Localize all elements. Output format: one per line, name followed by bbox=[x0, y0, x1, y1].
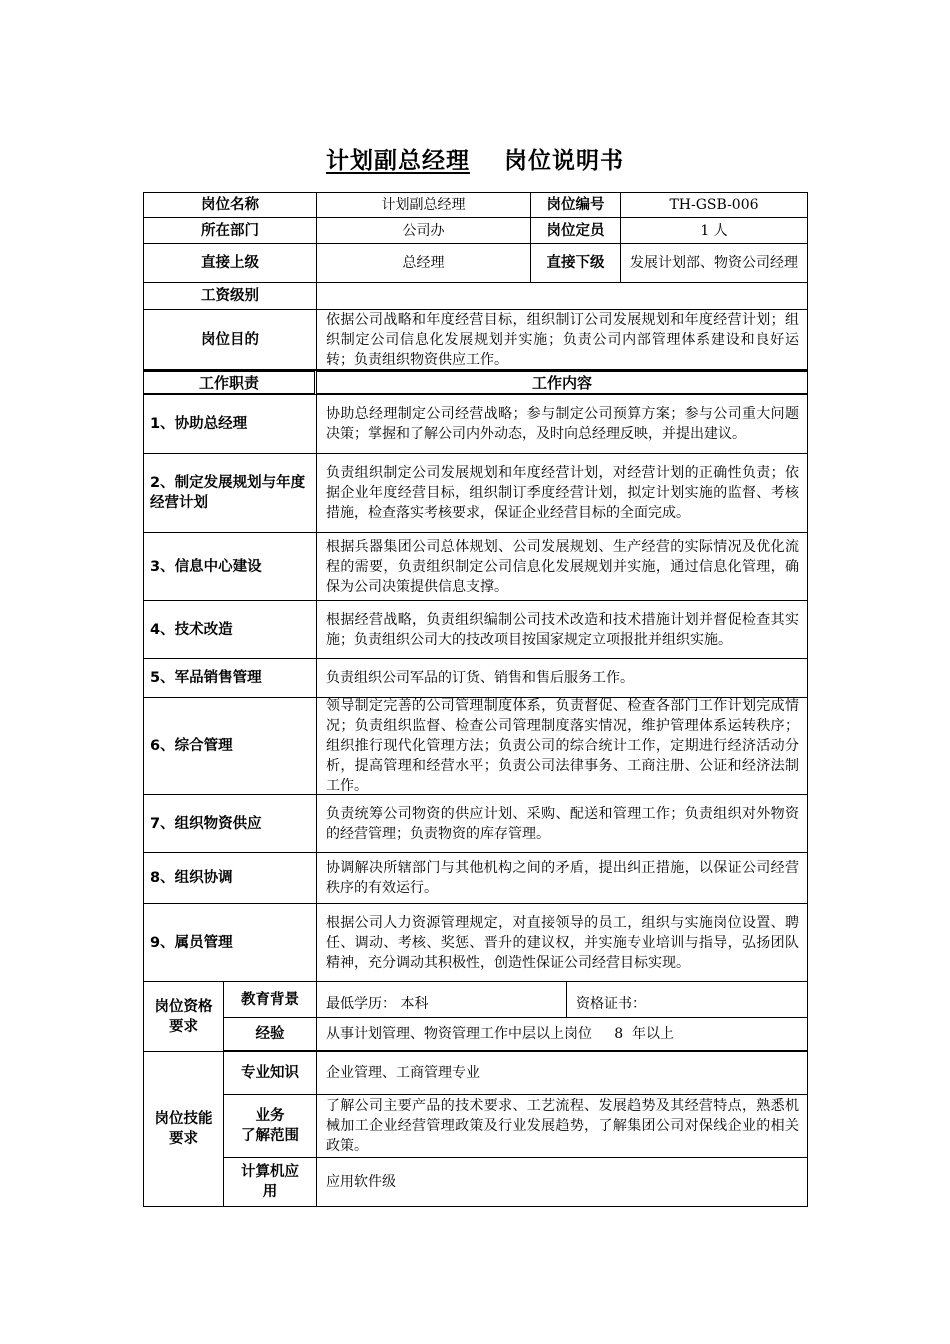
post-name-label: 岗位名称 bbox=[144, 193, 317, 218]
superior-value: 总经理 bbox=[317, 244, 531, 283]
knowledge-label: 专业知识 bbox=[224, 1052, 317, 1095]
dept-value: 公司办 bbox=[317, 218, 531, 244]
duty-title: 6、综合管理 bbox=[144, 698, 317, 795]
duty-content: 领导制定完善的公司管理制度体系，负责督促、检查各部门工作计划完成情况；负责组织监督、检查公司管理制度落实情况，维护管理体系运转秩序；组织推行现代化管理方法；负责公司的综合统计工作，定期进行经济活动分析，提高管理和经营水平；负责公司法律事务、工商注册、公证和经济法制工作。 bbox=[317, 698, 807, 795]
dept-label: 所在部门 bbox=[144, 218, 317, 244]
knowledge-value: 企业管理、工商管理专业 bbox=[317, 1052, 807, 1095]
duty-title: 3、信息中心建设 bbox=[144, 533, 317, 601]
quota-label: 岗位定员 bbox=[531, 218, 621, 244]
post-code-label: 岗位编号 bbox=[531, 193, 621, 218]
subordinate-label: 直接下级 bbox=[531, 244, 621, 283]
duty-content: 协助总经理制定公司经营战略；参与制定公司预算方案；参与公司重大问题决策；掌握和了解公司内外动态，及时向总经理反映，并提出建议。 bbox=[317, 395, 807, 454]
duty-content: 协调解决所辖部门与其他机构之间的矛盾，提出纠正措施，以保证公司经营秩序的有效运行。 bbox=[317, 853, 807, 904]
experience-value: 从事计划管理、物资管理工作中层以上岗位 8 年以上 bbox=[317, 1018, 807, 1052]
title-post-name: 计划副总经理 bbox=[326, 148, 470, 174]
skills-label: 岗位技能要求 bbox=[144, 1052, 224, 1206]
duty-title: 9、属员管理 bbox=[144, 904, 317, 982]
experience-label: 经验 bbox=[224, 1018, 317, 1052]
title-doc-type: 岗位说明书 bbox=[504, 148, 624, 174]
business-scope-value: 了解公司主要产品的技术要求、工艺流程、发展趋势及其经营特点，熟悉机械加工企业经营管理政策及行业发展趋势，了解集团公司对保线企业的相关政策。 bbox=[317, 1095, 807, 1158]
duty-title: 8、组织协调 bbox=[144, 853, 317, 904]
duty-title: 5、军品销售管理 bbox=[144, 659, 317, 698]
salary-label: 工资级别 bbox=[144, 283, 317, 310]
duty-title: 4、技术改造 bbox=[144, 601, 317, 659]
subordinate-value: 发展计划部、物资公司经理 bbox=[621, 244, 807, 283]
education-label: 教育背景 bbox=[224, 982, 317, 1018]
business-scope-label: 业务 了解范围 bbox=[224, 1095, 317, 1158]
duty-title: 1、协助总经理 bbox=[144, 395, 317, 454]
purpose-label: 岗位目的 bbox=[144, 310, 317, 370]
post-code-value: TH-GSB-006 bbox=[621, 193, 807, 218]
duty-content: 根据经营战略，负责组织编制公司技术改造和技术措施计划并督促检查其实施；负责组织公司大的技改项目按国家规定立项报批并组织实施。 bbox=[317, 601, 807, 659]
duty-content: 负责组织制定公司发展规划和年度经营计划，对经营计划的正确性负责；依据企业年度经营目标，组织制订季度经营计划，拟定计划实施的监督、考核措施，检查落实考核要求，保证企业经营目标的全面完成。 bbox=[317, 454, 807, 533]
certificate-value: 资格证书： bbox=[567, 982, 807, 1018]
duty-title: 2、制定发展规划与年度经营计划 bbox=[144, 454, 317, 533]
duty-content: 根据公司人力资源管理规定，对直接领导的员工，组织与实施岗位设置、聘任、调动、考核、奖惩、晋升的建议权，并实施专业培训与指导，弘扬团队精神，充分调动其积极性，创造性保证公司经营目标实现。 bbox=[317, 904, 807, 982]
duties-header-title: 工作职责 bbox=[144, 370, 317, 395]
duty-content: 根据兵器集团公司总体规划、公司发展规划、生产经营的实际情况及优化流程的需要，负责组织制定公司信息化发展规划并实施，通过信息化管理，确保为公司决策提供信息支撑。 bbox=[317, 533, 807, 601]
duty-title: 7、组织物资供应 bbox=[144, 795, 317, 853]
computer-value: 应用软件级 bbox=[326, 1174, 396, 1190]
duty-content: 负责组织公司军品的订货、销售和售后服务工作。 bbox=[317, 659, 807, 698]
duties-header-content: 工作内容 bbox=[317, 370, 807, 395]
superior-label: 直接上级 bbox=[144, 244, 317, 283]
education-value: 最低学历： 本科 bbox=[317, 982, 567, 1018]
qualification-label: 岗位资格要求 bbox=[144, 982, 224, 1052]
document-title bbox=[0, 142, 950, 175]
computer-label: 计算机应用 bbox=[224, 1158, 317, 1206]
purpose-value: 依据公司战略和年度经营目标，组织制订公司发展规划和年度经营计划；组织制定公司信息化发展规划并实施；负责公司内部管理体系建设和良好运转；负责组织物资供应工作。 bbox=[317, 310, 807, 370]
salary-value bbox=[317, 283, 807, 310]
job-description-table bbox=[143, 192, 808, 1207]
duty-content: 负责统筹公司物资的供应计划、采购、配送和管理工作；负责组织对外物资的经营管理；负责物资的库存管理。 bbox=[317, 795, 807, 853]
quota-value: 1 人 bbox=[621, 218, 807, 244]
post-name-value: 计划副总经理 bbox=[317, 193, 531, 218]
